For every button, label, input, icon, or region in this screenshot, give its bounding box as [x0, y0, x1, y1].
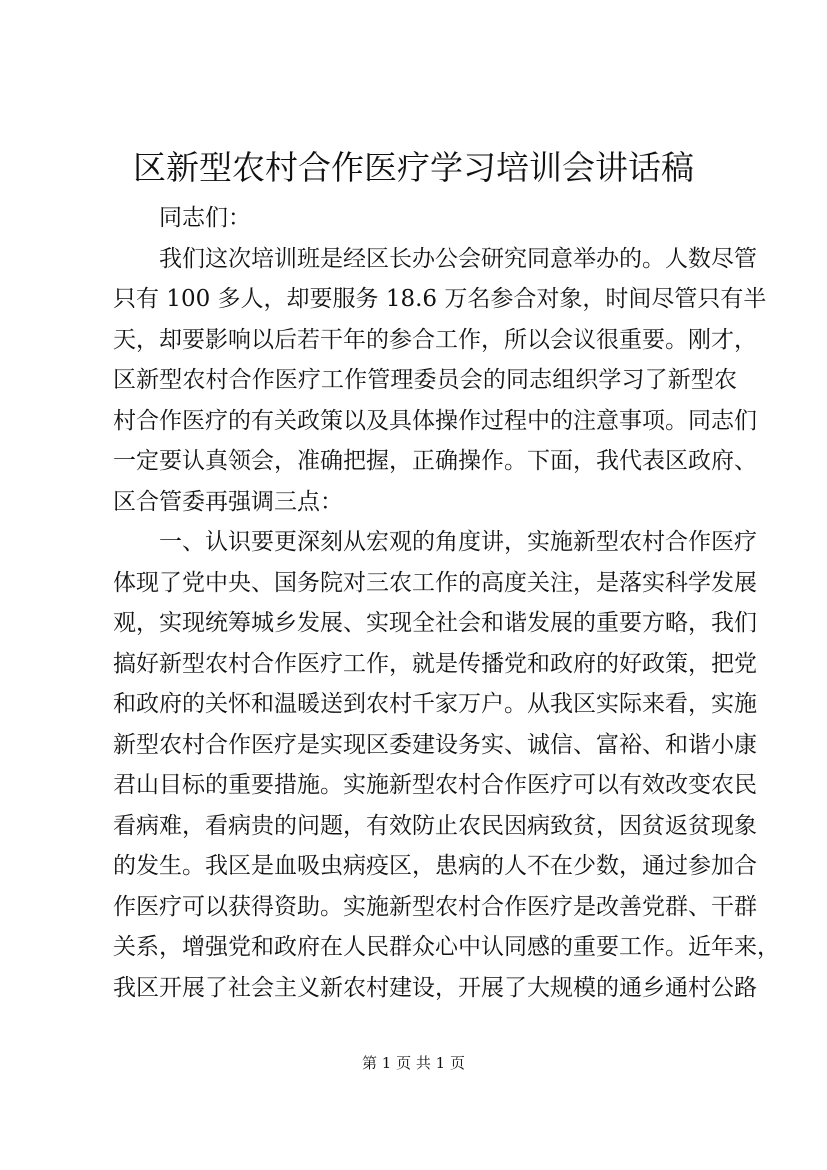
body-line: 只有 100 多人，却要服务 18.6 万名参合对象，时间尽管只有半	[113, 286, 767, 312]
body-line: 体现了党中央、国务院对三农工作的高度关注，是落实科学发展	[113, 569, 757, 596]
body-line: 同志们：	[159, 205, 251, 231]
body-line: 新型农村合作医疗是实现区委建设务实、诚信、富裕、和谐小康	[113, 731, 757, 758]
body-line: 区新型农村合作医疗工作管理委员会的同志组织学习了新型农	[113, 367, 737, 393]
body-line: 村合作医疗的有关政策以及具体操作过程中的注意事项。同志们	[113, 407, 757, 434]
document-title: 区新型农村合作医疗学习培训会讲话稿	[133, 148, 694, 187]
body-line: 我区开展了社会主义新农村建设，开展了大规模的通乡通村公路	[113, 974, 757, 1001]
body-line: 一、认识要更深刻从宏观的角度讲，实施新型农村合作医疗	[159, 529, 757, 555]
body-line: 关系，增强党和政府在人民群众心中认同感的重要工作。近年来，	[113, 934, 780, 960]
body-line: 一定要认真领会，准确把握，正确操作。下面，我代表区政府、	[113, 448, 757, 474]
body-line: 搞好新型农村合作医疗工作，就是传播党和政府的好政策，把党	[113, 650, 757, 677]
body-line: 作医疗可以获得资助。实施新型农村合作医疗是改善党群、干群	[113, 893, 757, 920]
body-line: 观，实现统筹城乡发展、实现全社会和谐发展的重要方略，我们	[113, 610, 757, 636]
body-line: 君山目标的重要措施。实施新型农村合作医疗可以有效改变农民	[113, 772, 757, 798]
body-line: 天，却要影响以后若干年的参合工作，所以会议很重要。刚才，	[113, 326, 757, 353]
body-line: 的发生。我区是血吸虫病疫区，患病的人不在少数，通过参加合	[113, 853, 757, 879]
page-footer: 第 1 页 共 1 页	[362, 1054, 465, 1072]
body-line: 看病难，看病贵的问题，有效防止农民因病致贫，因贫返贫现象	[113, 812, 757, 839]
body-line: 我们这次培训班是经区长办公会研究同意举办的。人数尽管	[159, 245, 757, 272]
document-body	[113, 198, 780, 1008]
body-line: 区合管委再强调三点：	[113, 488, 343, 515]
body-line: 和政府的关怀和温暖送到农村千家万户。从我区实际来看，实施	[113, 691, 757, 717]
